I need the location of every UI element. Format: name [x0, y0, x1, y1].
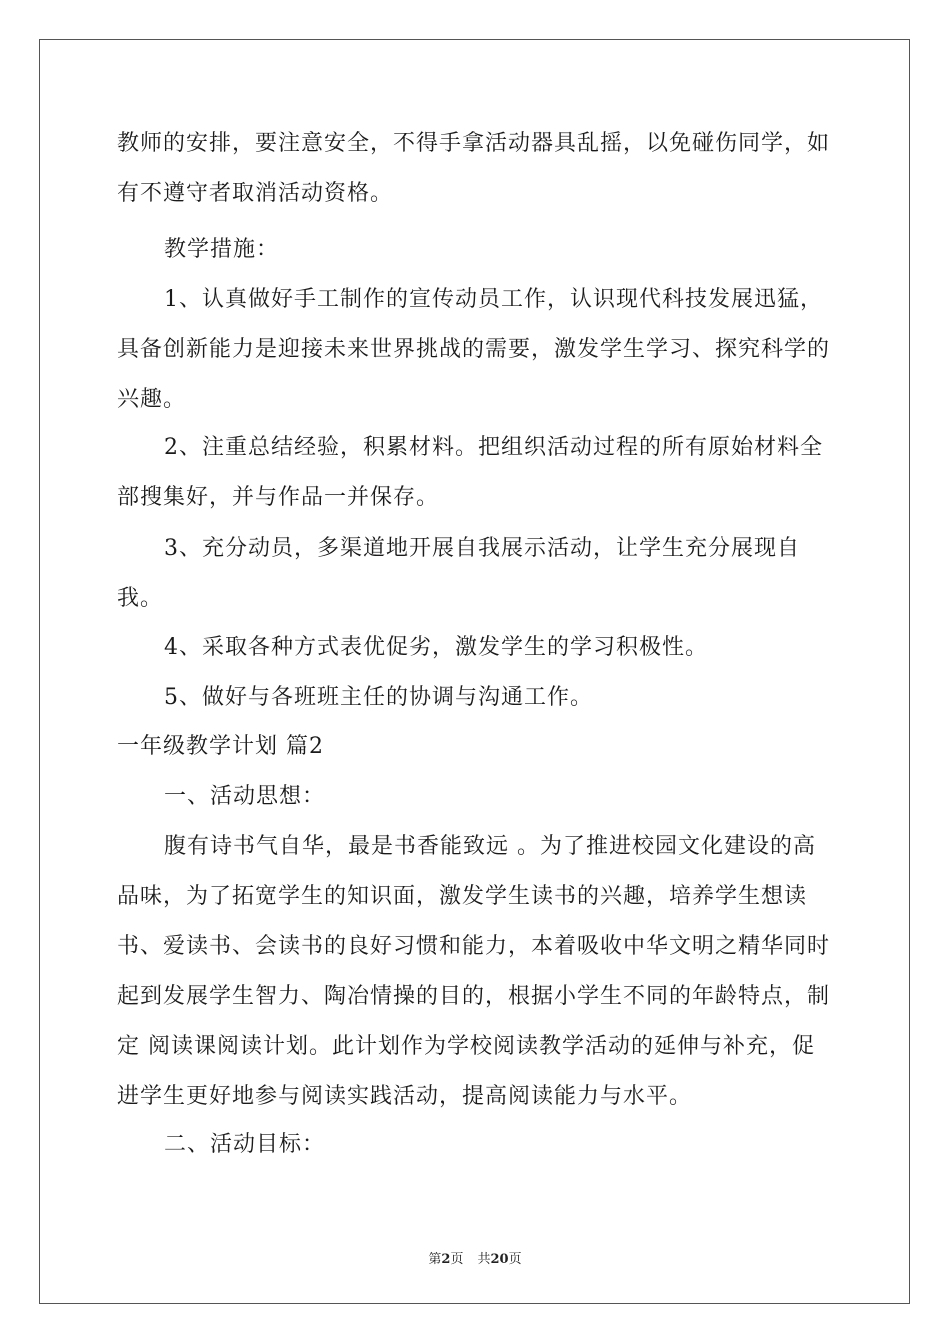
footer-page-suffix: 页: [450, 1252, 464, 1267]
paragraph-measure-1: 1、认真做好手工制作的宣传动员工作，认识现代科技发展迅猛，具备创新能力是迎接未来世界挑战的需要，激发学生学习、探究科学的兴趣。: [117, 287, 831, 412]
paragraph-measure-4: 4、采取各种方式表优促劣，激发学生的学习积极性。: [164, 635, 708, 660]
paragraph-measure-5: 5、做好与各班班主任的协调与沟通工作。: [164, 685, 593, 710]
footer-page-prefix: 第: [428, 1252, 442, 1267]
paragraph-measure-2: 2、注重总结经验，积累材料。把组织活动过程的所有原始材料全部搜集好，并与作品一并保存。: [117, 435, 823, 510]
footer-total-prefix: 共: [477, 1252, 491, 1267]
paragraph-activity-thought-body: 腹有诗书气自华，最是书香能致远 。为了推进校园文化建设的高品味，为了拓宽学生的知识面，激发学生读书的兴趣，培养学生想读书、爱读书、会读书的良好习惯和能力，本着吸收中华文明之精华同时起到发展学生智力、陶冶情操的目的，根据小学生不同的年龄特点，制定 阅读课阅读计划。此计划作为学校阅读教学活动的延伸与补充，促进学生更好地参与阅读实践活动，提高阅读能力与水平。: [117, 834, 831, 1109]
paragraph-teaching-measures-heading: 教学措施：: [164, 237, 280, 262]
footer-page-current: 2: [441, 1252, 451, 1267]
footer-page-total: 20: [490, 1252, 509, 1267]
paragraph-measure-3: 3、充分动员，多渠道地开展自我展示活动，让学生充分展现自我。: [117, 536, 800, 611]
paragraph-continuation: 教师的安排，要注意安全，不得手拿活动器具乱摇，以免碰伤同学，如有不遵守者取消活动资格。: [117, 131, 831, 206]
paragraph-activity-thought-heading: 一、活动思想：: [164, 784, 326, 809]
paragraph-activity-goal-heading: 二、活动目标：: [164, 1132, 326, 1157]
page-footer: [0, 1248, 950, 1267]
footer-total-suffix: 页: [508, 1252, 522, 1267]
section-title: 一年级教学计划 篇2: [117, 734, 324, 759]
